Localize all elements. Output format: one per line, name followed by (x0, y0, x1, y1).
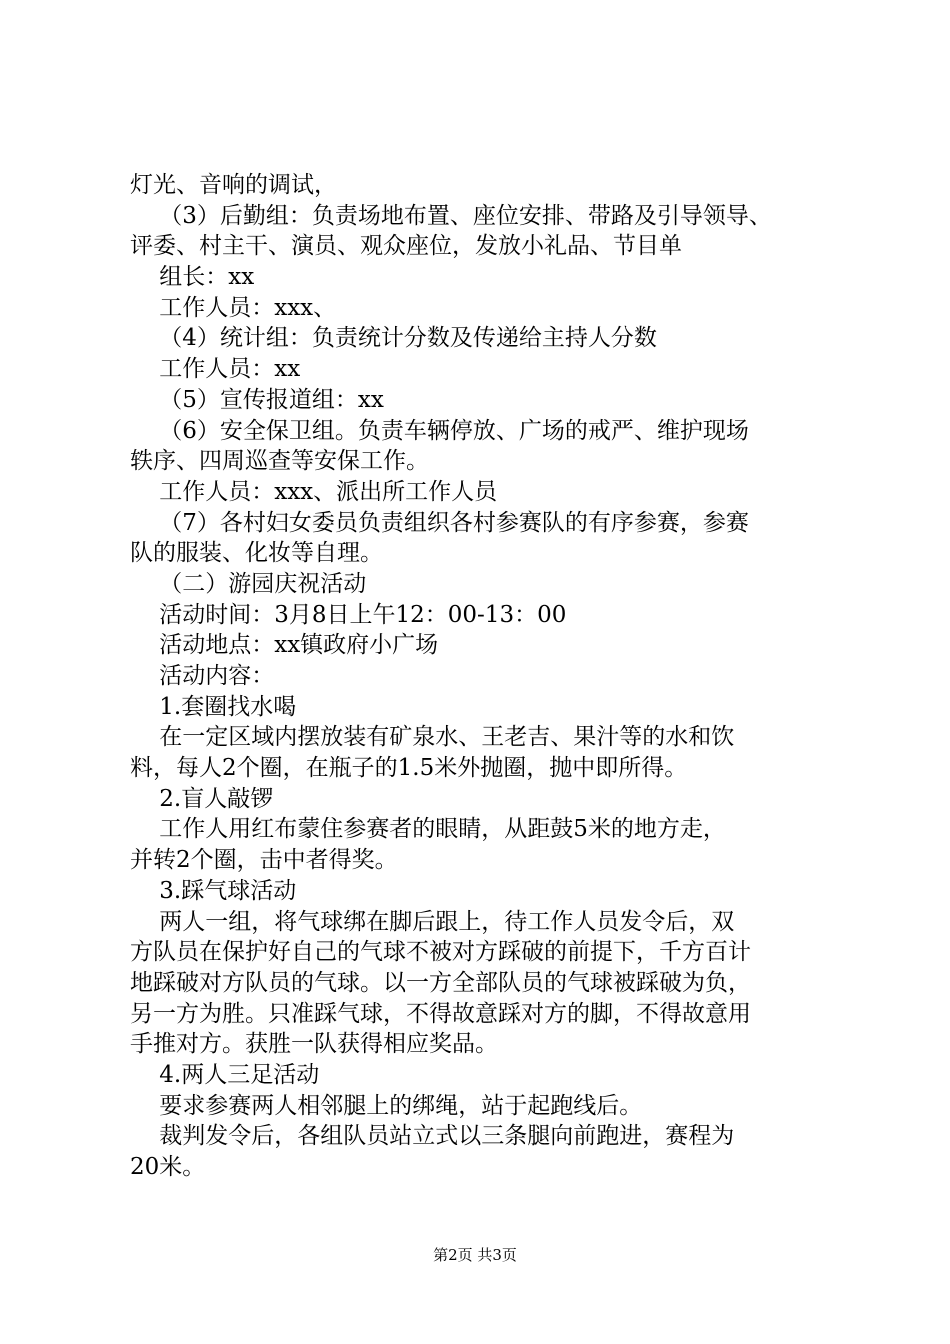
text-line: 工作人员：xxx、派出所工作人员 (130, 478, 498, 505)
text-line: 地踩破对方队员的气球。以一方全部队员的气球被踩破为负， (130, 969, 751, 996)
text-line: 3.踩气球活动 (130, 877, 297, 904)
text-line: 轶序、四周巡查等安保工作。 (130, 448, 429, 475)
text-line: 活动内容： (130, 663, 275, 689)
text-line: 料，每人2个圈，在瓶子的1.5米外抛圈，抛中即所得。 (130, 755, 688, 782)
text-line: （二）游园庆祝活动 (130, 570, 367, 597)
text-line: 工作人用红布蒙住参赛者的眼睛，从距鼓5米的地方走， (130, 816, 726, 843)
text-line: 在一定区域内摆放装有矿泉水、王老吉、果汁等的水和饮 (130, 724, 735, 751)
text-line: 1.套圈找水喝 (130, 693, 297, 720)
text-line: 并转2个圈，击中者得奖。 (130, 847, 398, 874)
text-line: （6）安全保卫组。负责车辆停放、广场的戒严、维护现场 (130, 417, 749, 444)
text-line: （3）后勤组：负责场地布置、座位安排、带路及引导领导、 (130, 202, 772, 229)
text-line: 20米。 (130, 1154, 206, 1180)
text-line: 活动地点：xx镇政府小广场 (130, 632, 439, 659)
text-line: 组长：xx (130, 264, 255, 291)
text-line: （4）统计组：负责统计分数及传递给主持人分数 (130, 325, 657, 352)
text-line: 评委、村主干、演员、观众座位，发放小礼品、节目单 (130, 233, 682, 260)
text-line: 灯光、音响的调试， (130, 172, 337, 198)
text-line: 两人一组，将气球绑在脚后跟上，待工作人员发令后，双 (130, 908, 735, 935)
text-line: 另一方为胜。只准踩气球，不得故意踩对方的脚，不得故意用 (130, 1000, 751, 1027)
text-line: 手推对方。获胜一队获得相应奖品。 (130, 1031, 498, 1058)
text-line: 4.两人三足活动 (130, 1061, 320, 1088)
text-line: 工作人员：xxx、 (130, 294, 337, 321)
text-line: 2.盲人敲锣 (130, 785, 274, 812)
text-line: （7）各村妇女委员负责组织各村参赛队的有序参赛，参赛 (130, 509, 749, 536)
document-body (130, 170, 840, 1183)
text-line: （5）宣传报道组：xx (130, 386, 384, 413)
text-line: 裁判发令后，各组队员站立式以三条腿向前跑进，赛程为 (130, 1123, 735, 1150)
text-line: 方队员在保护好自己的气球不被对方踩破的前提下，千方百计 (130, 939, 751, 966)
text-line: 要求参赛两人相邻腿上的绑绳，站于起跑线后。 (130, 1092, 643, 1119)
text-line: 工作人员：xx (130, 356, 301, 383)
text-line: 活动时间：3月8日上午12：00-13：00 (130, 601, 567, 628)
page-footer: 第2页 共3页 (433, 1246, 517, 1264)
text-line: 队的服装、化妆等自理。 (130, 540, 383, 567)
